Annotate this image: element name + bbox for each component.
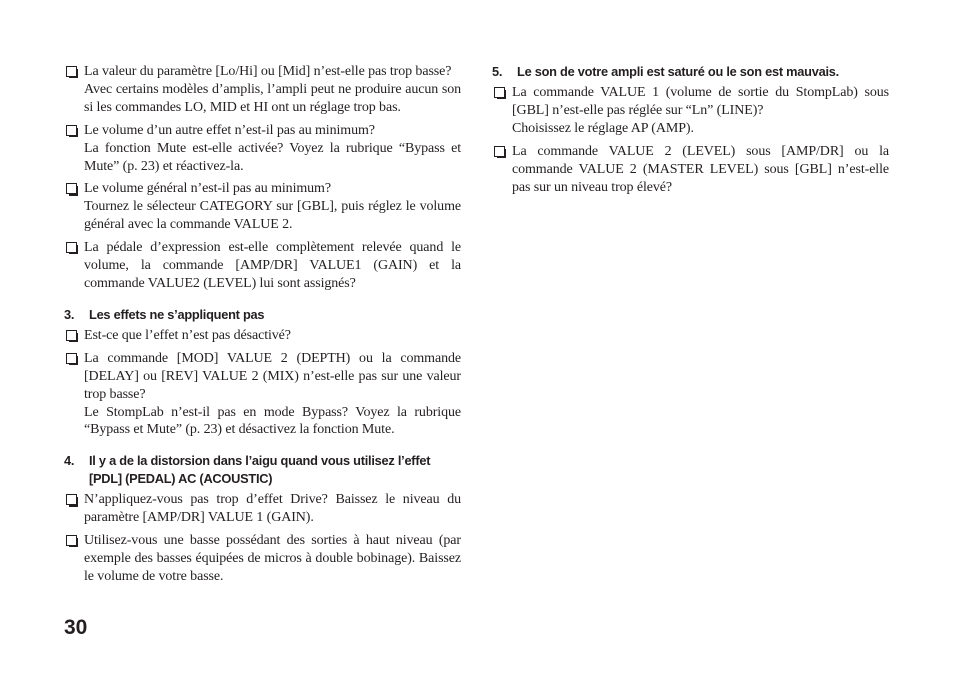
checklist-answer: Tournez le sélecteur CATEGORY sur [GBL], puis réglez le volume général avec la commande VALUE 2.: [84, 199, 461, 233]
section-number: 4.: [64, 453, 75, 469]
checklist-answer: Choisissez le réglage AP (AMP).: [512, 120, 694, 136]
checkbox-bullet-icon: [66, 535, 77, 546]
checklist-answer: Le StompLab n’est-il pas en mode Bypass? Voyez la rubrique “Bypass et Mute” (p. 23) et désactivez la fonction Mute.: [84, 404, 461, 438]
checklist-question: La valeur du paramètre [Lo/Hi] ou [Mid] n’est-elle pas trop basse?: [84, 64, 452, 79]
checklist-item: [64, 532, 461, 586]
checklist-answer: Avec certains modèles d’amplis, l’ampli peut ne produire aucun son si les commandes LO, MID et HI ont un réglage trop bas.: [84, 81, 461, 115]
checklist-question: N’appliquez-vous pas trop d’effet Drive? Baissez le niveau du paramètre [AMP/DR] VALUE 1 (GAIN).: [84, 492, 461, 526]
checklist-item: [64, 63, 461, 117]
section-title-line-2: [PDL] (PEDAL) AC (ACOUSTIC): [89, 471, 273, 487]
section-number: 3.: [64, 306, 75, 322]
checkbox-bullet-icon: [494, 146, 505, 157]
intro-checklist: [64, 63, 461, 293]
checkbox-bullet-icon: [66, 66, 77, 77]
checklist-question: La pédale d’expression est-elle complètement relevée quand le volume, la commande [AMP/DR] VALUE1 (GAIN) et la commande VALUE2 (LEVEL) lui sont assignés?: [84, 240, 461, 291]
section-3-checklist: [64, 327, 461, 439]
section-title-line-1: Il y a de la distorsion dans l’aigu quand vous utilisez l’effet: [89, 453, 431, 469]
section-4-heading: [64, 452, 461, 488]
checklist-item: [64, 327, 461, 345]
checklist-item: [492, 143, 889, 197]
checklist-answer: La fonction Mute est-elle activée? Voyez la rubrique “Bypass et Mute” (p. 23) et réactivez-la.: [84, 140, 461, 174]
section-title: Le son de votre ampli est saturé ou le son est mauvais.: [517, 64, 839, 79]
checkbox-bullet-icon: [66, 242, 77, 253]
checklist-item: [64, 350, 461, 440]
checklist-item: [64, 491, 461, 527]
checklist-question: La commande VALUE 2 (LEVEL) sous [AMP/DR] ou la commande VALUE 2 (MASTER LEVEL) sous [GBL] n’est-elle pas sur un niveau trop élevé?: [512, 143, 889, 195]
left-column: [64, 63, 461, 591]
checklist-question: Le volume général n’est-il pas au minimum?: [84, 181, 331, 197]
section-4-checklist: [64, 491, 461, 586]
section-title: Les effets ne s’appliquent pas: [89, 306, 265, 322]
section-number: 5.: [492, 64, 503, 79]
checklist-question: La commande VALUE 1 (volume de sortie du StompLab) sous [GBL] n’est-elle pas réglée sur “Ln” (LINE)?: [512, 85, 889, 118]
checkbox-bullet-icon: [66, 125, 77, 136]
checklist-question: Utilisez-vous une basse possédant des sorties à haut niveau (par exemple des basses équipées de micros à double bobinage). Baissez le volume de votre basse.: [84, 533, 461, 584]
checklist-item: [64, 122, 461, 176]
checkbox-bullet-icon: [66, 330, 77, 341]
checklist-item: [64, 239, 461, 293]
checklist-question: La commande [MOD] VALUE 2 (DEPTH) ou la commande [DELAY] ou [REV] VALUE 2 (MIX) n’est-elle pas sur une valeur trop basse?: [84, 350, 461, 402]
checklist-question: Est-ce que l’effet n’est pas désactivé?: [84, 327, 291, 343]
checklist-item: [492, 84, 889, 138]
checkbox-bullet-icon: [66, 353, 77, 364]
section-5-checklist: [492, 84, 889, 196]
section-5-heading: [492, 63, 889, 81]
section-3-heading: [64, 306, 461, 324]
checklist-item: [64, 180, 461, 234]
page-number: 30: [64, 616, 88, 639]
right-column: [492, 63, 889, 201]
checkbox-bullet-icon: [66, 494, 77, 505]
checklist-question: Le volume d’un autre effet n’est-il pas au minimum?: [84, 122, 375, 138]
checkbox-bullet-icon: [66, 183, 77, 194]
checkbox-bullet-icon: [494, 87, 505, 98]
